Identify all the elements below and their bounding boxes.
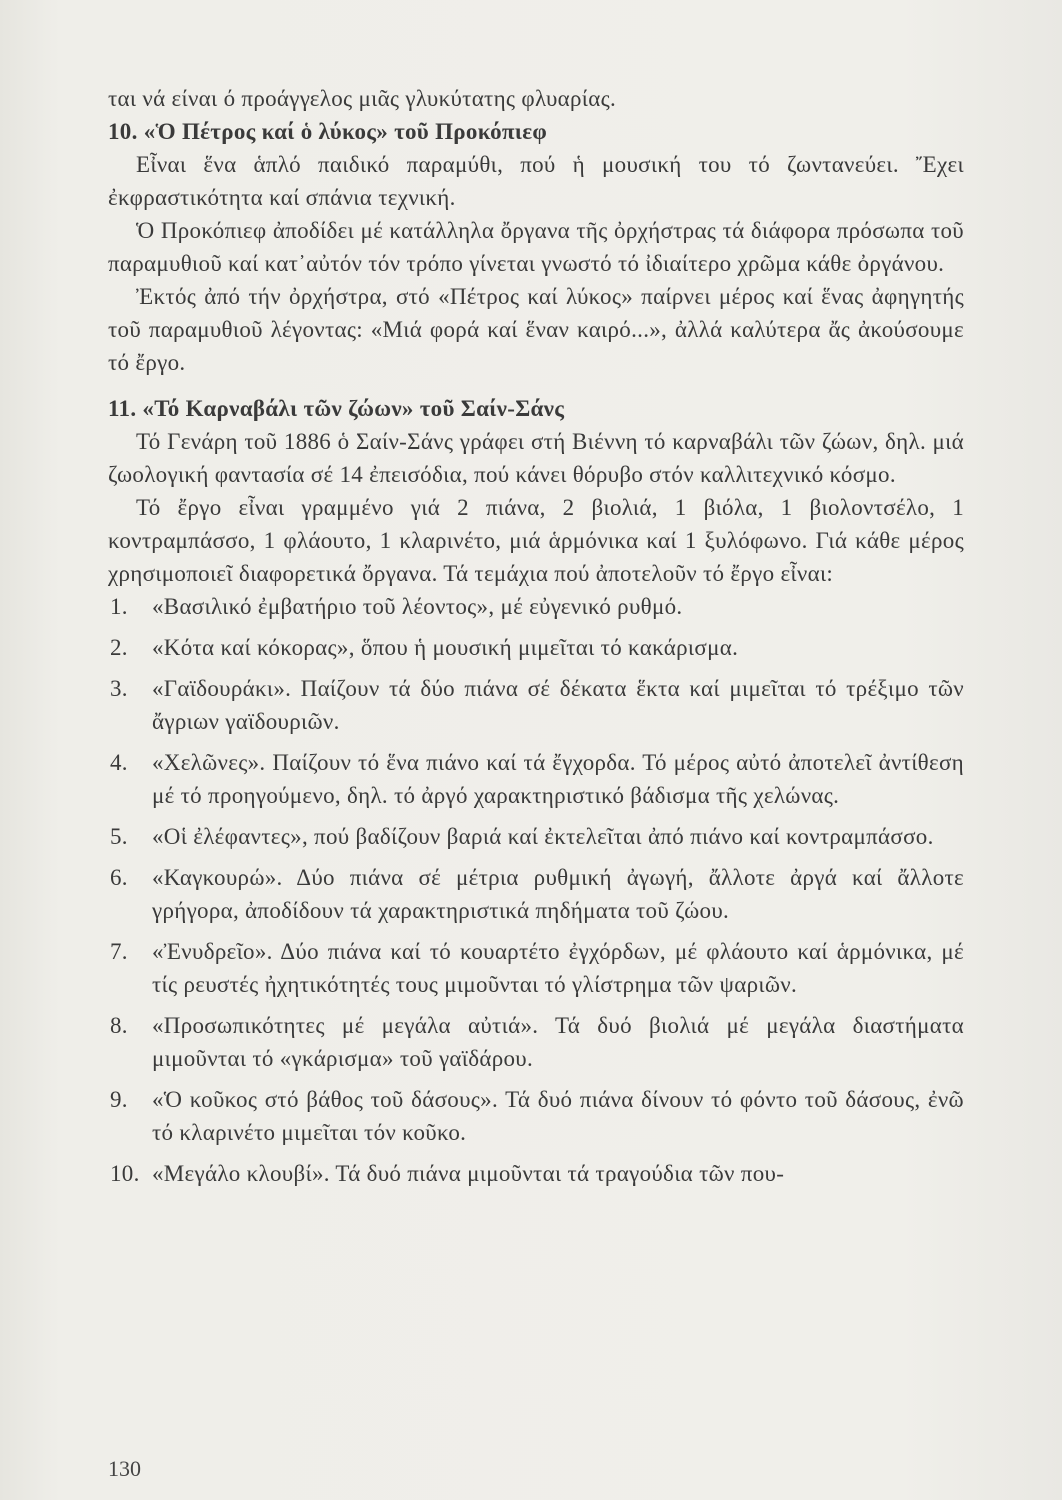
list-item — [108, 820, 964, 853]
section-10-heading: 10. «Ὁ Πέτρος καί ὁ λύκος» τοῦ Προκόπιεφ — [108, 119, 548, 144]
page-number: 130 — [108, 1456, 141, 1481]
item-text: «Οἱ ἐλέφαντες», πού βαδίζουν βαριά καί ἐκτελεῖται ἀπό πιάνο καί κοντραμπάσσο. — [152, 824, 934, 849]
item-number: 4. — [110, 750, 128, 775]
item-text: «Χελῶνες». Παίζουν τό ἕνα πιάνο καί τά ἔγχορδα. Τό μέρος αὐτό ἀποτελεῖ ἀντίθεση μέ τό προηγούμενο, δηλ. τό ἀργό χαρακτηριστικό βάδισμα τῆς χελώνας. — [152, 750, 964, 808]
section-11-paragraph-1: Τό Γενάρη τοῦ 1886 ὁ Σαίν-Σάνς γράφει στή Βιέννη τό καρναβάλι τῶν ζώων, δηλ. μιά ζωολογική φαντασία σέ 14 ἐπεισόδια, πού κάνει θόρυβο στόν καλλιτεχνικό κόσμο. — [108, 429, 964, 487]
list-item — [108, 631, 964, 664]
section-11-heading: 11. «Τό Καρναβάλι τῶν ζώων» τοῦ Σαίν-Σάνς — [108, 396, 565, 421]
item-text: «Ἐνυδρεῖο». Δύο πιάνα καί τό κουαρτέτο ἐγχόρδων, μέ φλάουτο καί ἁρμόνικα, μέ τίς ρευστές ἠχητικότητές τους μιμοῦνται τό γλίστρημα τῶν ψαριῶν. — [152, 939, 964, 997]
item-text: «Κότα καί κόκορας», ὅπου ἡ μουσική μιμεῖται τό κακάρισμα. — [152, 635, 739, 660]
item-number: 10. — [110, 1161, 140, 1186]
list-item — [108, 1083, 964, 1149]
list-item — [108, 861, 964, 927]
section-10-paragraph-2: Ὁ Προκόπιεφ ἀποδίδει μέ κατάλληλα ὄργανα τῆς ὀρχήστρας τά διάφορα πρόσωπα τοῦ παραμυθιοῦ καί κατ᾽αὐτόν τόν τρόπο γίνεται γνωστό τό ἰδιαίτερο χρῶμα κάθε ὀργάνου. — [108, 218, 964, 276]
item-number: 7. — [110, 939, 128, 964]
item-text: «Βασιλικό ἐμβατήριο τοῦ λέοντος», μέ εὐγενικό ρυθμό. — [152, 594, 683, 619]
item-number: 1. — [110, 594, 128, 619]
list-item — [108, 935, 964, 1001]
section-10-paragraph-3: Ἐκτός ἀπό τήν ὀρχήστρα, στό «Πέτρος καί λύκος» παίρνει μέρος καί ἕνας ἀφηγητής τοῦ παραμυθιοῦ λέγοντας: «Μιά φορά καί ἕναν καιρό...», ἀλλά καλύτερα ἄς ἀκούσουμε τό ἔργο. — [108, 284, 964, 375]
section-11-paragraph-2: Τό ἔργο εἶναι γραμμένο γιά 2 πιάνα, 2 βιολιά, 1 βιόλα, 1 βιολοντσέλο, 1 κοντραμπάσσο, 1 φλάουτο, 1 κλαρινέτο, μιά ἁρμόνικα καί 1 ξυλόφωνο. Γιά κάθε μέρος χρησιμοποιεῖ διαφορετικά ὄργανα. Τά τεμάχια πού ἀποτελοῦν τό ἔργο εἶναι: — [108, 495, 964, 586]
list-item — [108, 746, 964, 812]
list-item — [108, 1009, 964, 1075]
item-number: 2. — [110, 635, 128, 660]
list-item — [108, 590, 964, 623]
item-text: «Μεγάλο κλουβί». Τά δυό πιάνα μιμοῦνται τά τραγούδια τῶν που- — [152, 1161, 785, 1186]
intro-line: ται νά είναι ό προάγγελος μιᾶς γλυκύτατης φλυαρίας. — [108, 86, 617, 111]
item-number: 3. — [110, 676, 128, 701]
item-text: «Γαϊδουράκι». Παίζουν τά δύο πιάνα σέ δέκατα ἕκτα καί μιμεῖται τό τρέξιμο τῶν ἄγριων γαϊδουριῶν. — [152, 676, 964, 734]
item-number: 5. — [110, 824, 128, 849]
list-item — [108, 1157, 964, 1190]
item-text: «Προσωπικότητες μέ μεγάλα αὐτιά». Τά δυό βιολιά μέ μεγάλα διαστήματα μιμοῦνται τό «γκάρισμα» τοῦ γαϊδάρου. — [152, 1013, 964, 1071]
item-number: 8. — [110, 1013, 128, 1038]
page-text — [108, 82, 964, 1198]
item-text: «Καγκουρώ». Δύο πιάνα σέ μέτρια ρυθμική ἀγωγή, ἄλλοτε ἀργά καί ἄλλοτε γρήγορα, ἀποδίδουν τά χαρακτηριστικά πηδήματα τοῦ ζώου. — [152, 865, 964, 923]
item-number: 6. — [110, 865, 128, 890]
movements-list — [108, 590, 964, 1190]
section-10-paragraph-1: Εἶναι ἕνα ἁπλό παιδικό παραμύθι, πού ἡ μουσική του τό ζωντανεύει. Ἔχει ἐκφραστικότητα καί σπάνια τεχνική. — [108, 152, 964, 210]
item-text: «Ὁ κοῦκος στό βάθος τοῦ δάσους». Τά δυό πιάνα δίνουν τό φόντο τοῦ δάσους, ἐνῶ τό κλαρινέτο μιμεῖται τόν κοῦκο. — [152, 1087, 964, 1145]
list-item — [108, 672, 964, 738]
item-number: 9. — [110, 1087, 128, 1112]
